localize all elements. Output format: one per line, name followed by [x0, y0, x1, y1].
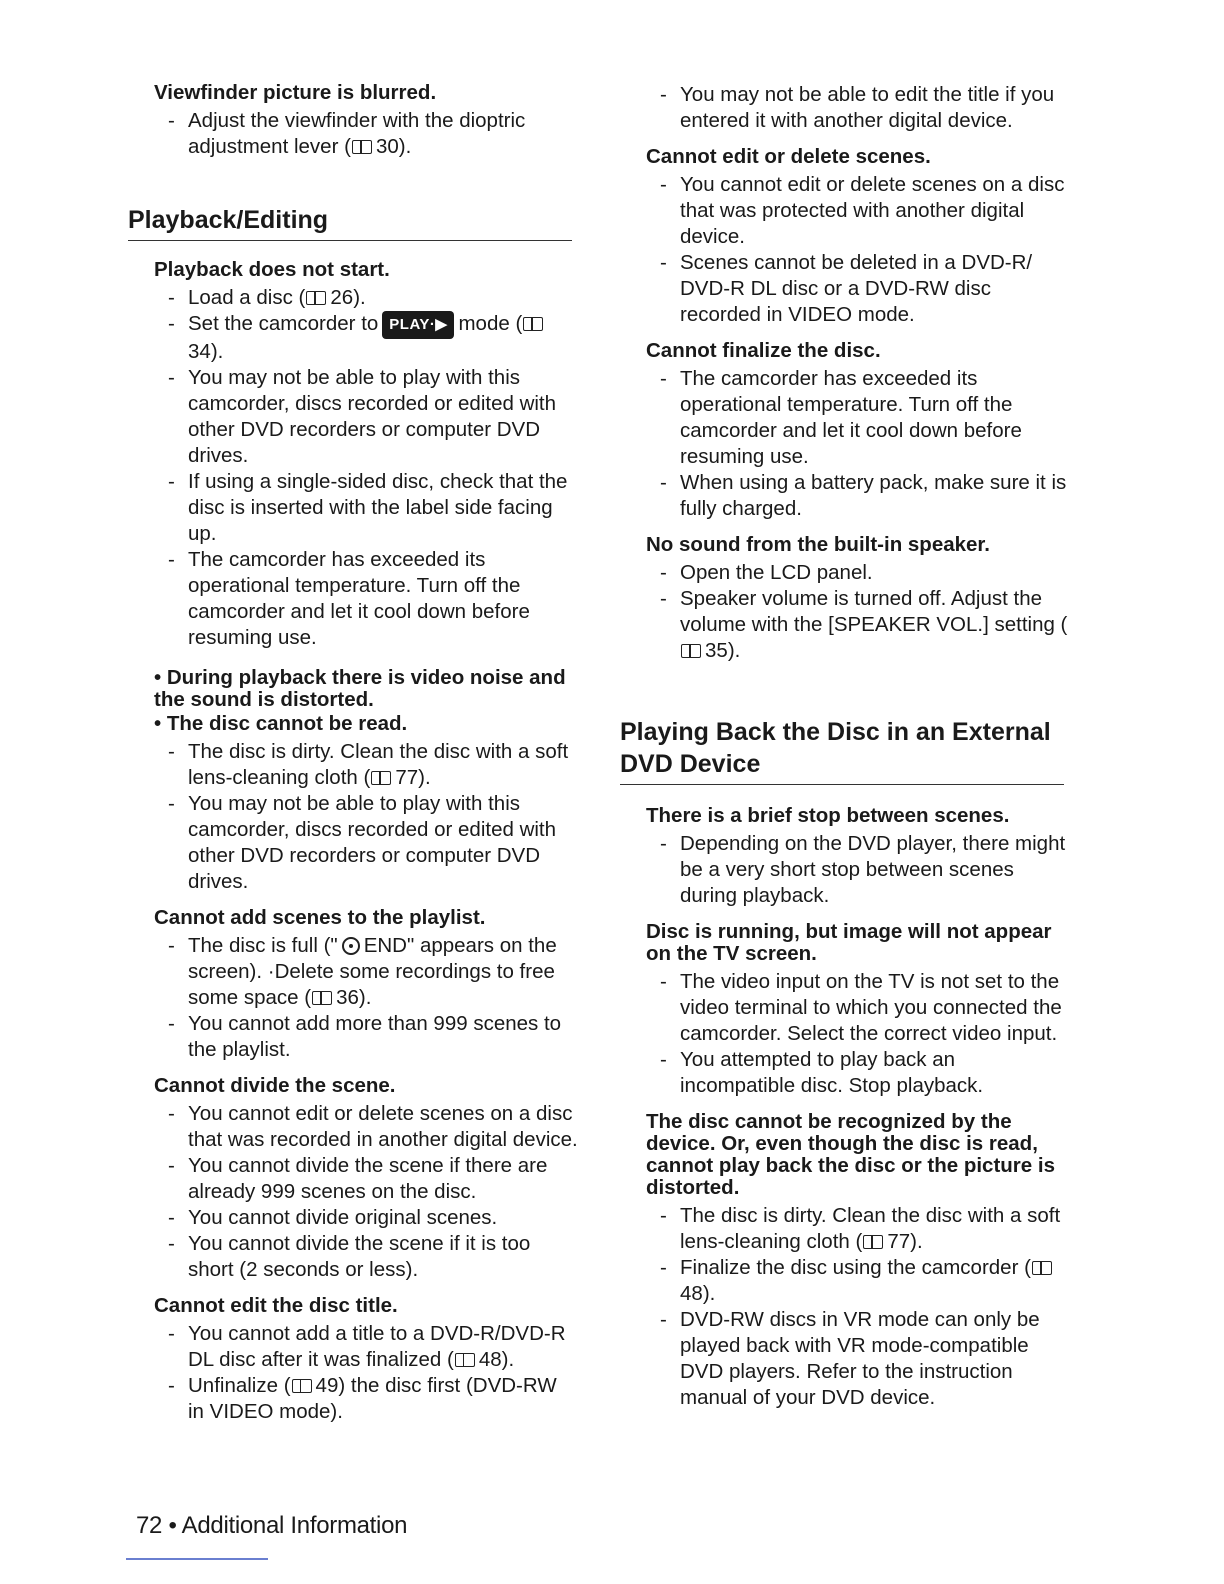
list-item: - You cannot divide the scene if it is too short (2 seconds or less). [168, 1232, 531, 1281]
disc-read-heading: • The disc cannot be read. [154, 712, 408, 735]
book-icon [371, 771, 391, 785]
tv-heading: Disc is running, but image will not appear on the TV screen. [646, 920, 1052, 965]
page-number: 72 [136, 1512, 163, 1539]
tv-block [646, 921, 1070, 1099]
list-item: - Finalize the disc using the camcorder (48). [646, 1255, 1070, 1307]
brief-stop-heading: There is a brief stop between scenes. [646, 804, 1010, 827]
list-item: - You may not be able to play with this camcorder, discs recorded or edited with other DVD recorders or computer DVD drives. [168, 792, 557, 893]
list-item: - Set the camcorder to PLAY·▶ mode (34). [154, 311, 578, 365]
list-item: - Load a disc ( 26). [168, 286, 366, 309]
viewfinder-block [154, 82, 578, 160]
list-item: - If using a single-sided disc, check that the disc is inserted with the label side facing up. [168, 470, 568, 545]
list-item: - Open the LCD panel. [660, 561, 873, 584]
list-item: - You cannot edit or delete scenes on a disc that was recorded in another digital device. [168, 1102, 578, 1151]
finalize-block [646, 340, 1070, 522]
brief-stop-block [646, 805, 1070, 909]
title-continued-block [646, 82, 1070, 134]
book-icon [306, 291, 326, 305]
page-footer [136, 1512, 407, 1540]
list-item: - Scenes cannot be deleted in a DVD-R/ DVD-R DL disc or a DVD-RW disc recorded in VIDEO mode. [660, 251, 1033, 326]
list-item: - You cannot add more than 999 scenes to the playlist. [168, 1012, 562, 1061]
footer-separator: • [168, 1512, 177, 1539]
disc-icon [342, 937, 360, 955]
list-item: - You may not be able to edit the title if you entered it with another digital device. [660, 83, 1055, 132]
list-item: - The disc is dirty. Clean the disc with a soft lens-cleaning cloth ( 77). [168, 740, 569, 789]
list-item: - The disc is dirty. Clean the disc with a soft lens-cleaning cloth ( 77). [660, 1204, 1061, 1253]
playlist-heading: Cannot add scenes to the playlist. [154, 906, 486, 929]
section-title-playback-editing: Playback/Editing [128, 204, 572, 241]
list-item: - The camcorder has exceeded its operational temperature. Turn off the camcorder and let it cool down before resuming use. [660, 367, 1022, 468]
list-item: - Unfinalize ( 49) the disc first (DVD-RW in VIDEO mode). [168, 1374, 557, 1423]
list-item: - You may not be able to play with this camcorder, discs recorded or edited with other DVD recorders or computer DVD drives. [168, 366, 557, 467]
book-icon [681, 644, 701, 658]
list-item: - When using a battery pack, make sure it is fully charged. [660, 471, 1067, 520]
list-item: - You cannot divide original scenes. [168, 1206, 498, 1229]
edit-delete-block [646, 146, 1070, 328]
list-item: - Speaker volume is turned off. Adjust the volume with the [SPEAKER VOL.] setting (35). [660, 587, 1068, 662]
divide-block [154, 1075, 578, 1283]
sound-block [646, 534, 1070, 664]
noise-heading: • During playback there is video noise and the sound is distorted. [154, 666, 566, 711]
book-icon [455, 1353, 475, 1367]
title-edit-block [154, 1295, 578, 1425]
list-item: - You cannot divide the scene if there are already 999 scenes on the disc. [168, 1154, 548, 1203]
playback-block [154, 259, 578, 651]
book-icon [352, 140, 372, 154]
book-icon [312, 991, 332, 1005]
list-item: - Depending on the DVD player, there might be a very short stop between scenes during playback. [660, 832, 1066, 907]
list-item: - You attempted to play back an incompatible disc. Stop playback. [660, 1048, 984, 1097]
list-item: - The camcorder has exceeded its operational temperature. Turn off the camcorder and let it cool down before resuming use. [168, 548, 530, 649]
play-mode-badge: PLAY·▶ [382, 311, 454, 339]
book-icon [523, 317, 543, 331]
left-column [128, 82, 578, 1425]
list-item: - You cannot add a title to a DVD-R/DVD-R DL disc after it was finalized ( 48). [168, 1322, 566, 1371]
sound-heading: No sound from the built-in speaker. [646, 533, 990, 556]
right-column [620, 82, 1070, 1411]
viewfinder-heading: Viewfinder picture is blurred. [154, 81, 437, 104]
section-title-external-dvd: Playing Back the Disc in an External DVD Device [620, 716, 1064, 785]
recognized-block [646, 1111, 1070, 1411]
list-item: - The disc is full (" END" appears on the screen). ·Delete some recordings to free some space ( 36). [168, 934, 557, 1009]
noise-block [154, 667, 578, 895]
footer-rule [126, 1558, 268, 1560]
recognized-heading: The disc cannot be recognized by the device. Or, even though the disc is read, cannot play back the disc or the picture is distorted. [646, 1110, 1055, 1199]
book-icon [1032, 1261, 1052, 1275]
playback-heading: Playback does not start. [154, 258, 390, 281]
finalize-heading: Cannot finalize the disc. [646, 339, 881, 362]
list-item: - The video input on the TV is not set to the video terminal to which you connected the camcorder. Select the correct video input. [660, 970, 1062, 1045]
book-icon [863, 1235, 883, 1249]
divide-heading: Cannot divide the scene. [154, 1074, 396, 1097]
title-edit-heading: Cannot edit the disc title. [154, 1294, 398, 1317]
edit-delete-heading: Cannot edit or delete scenes. [646, 145, 931, 168]
list-item: - Adjust the viewfinder with the dioptric adjustment lever ( 30). [168, 109, 526, 158]
list-item: - You cannot edit or delete scenes on a disc that was protected with another digital device. [660, 173, 1065, 248]
list-item: - DVD-RW discs in VR mode can only be played back with VR mode-compatible DVD players. Refer to the instruction manual of your DVD device. [660, 1308, 1040, 1409]
book-icon [292, 1379, 312, 1393]
playlist-block [154, 907, 578, 1063]
footer-section: Additional Information [181, 1512, 408, 1539]
